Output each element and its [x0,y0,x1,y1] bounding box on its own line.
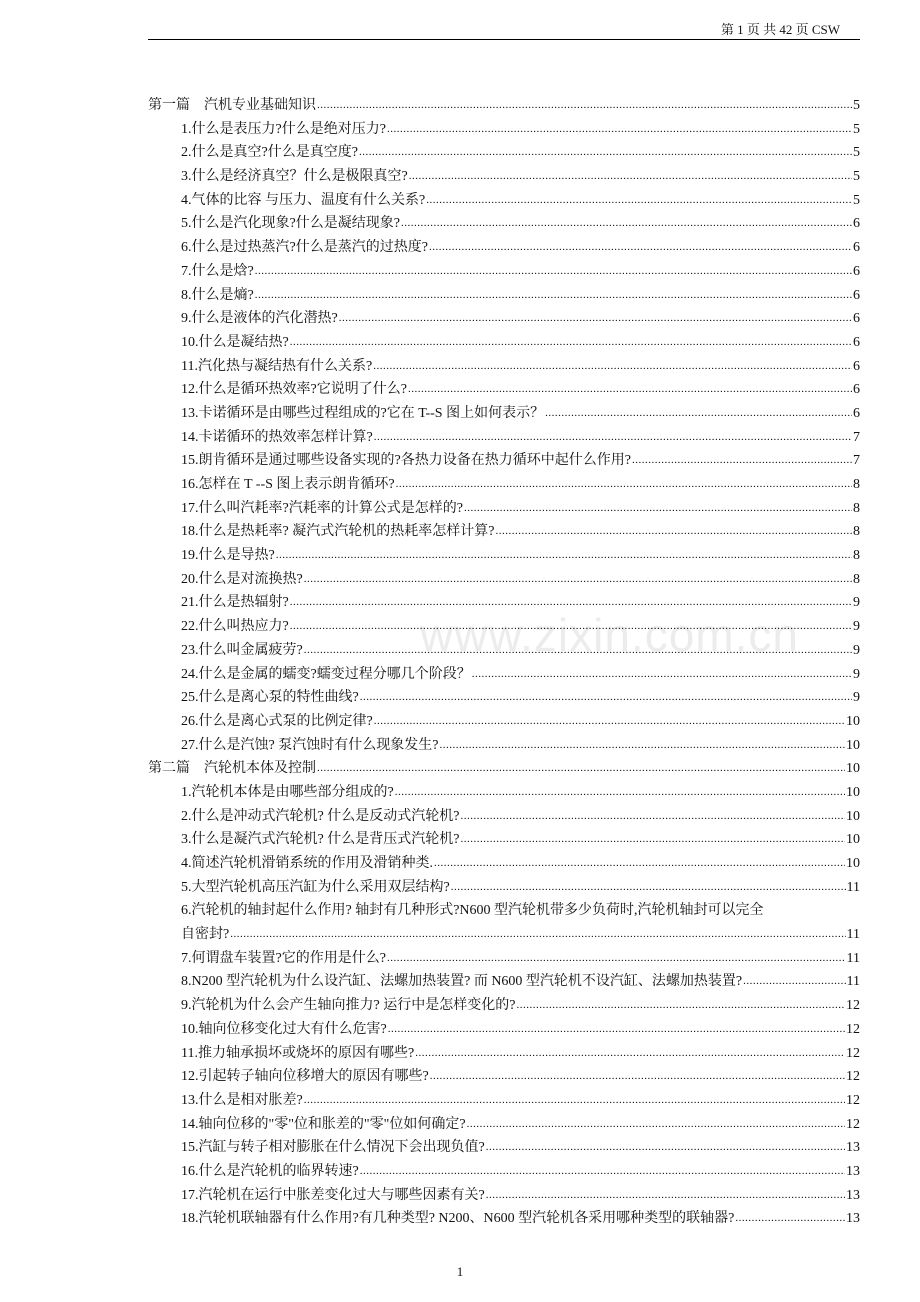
toc-entry-page: 10 [846,808,860,824]
toc-leader-dots [290,330,852,355]
toc-entry[interactable] [148,118,860,142]
toc-entry-page: 6 [853,240,860,256]
toc-leader-dots [495,519,852,544]
toc-entry[interactable] [148,686,860,710]
toc-entry-page: 13 [846,1140,860,1156]
toc-leader-dots [516,993,845,1018]
toc-leader-dots [373,354,852,379]
toc-entry-title: 2.什么是真空?什么是真空度? [181,145,358,161]
toc-entry[interactable] [148,141,860,165]
toc-entry-page: 11 [846,879,860,895]
toc-entry[interactable] [148,923,860,947]
toc-leader-dots [255,283,852,308]
toc-leader-dots [415,1041,845,1066]
toc-entry[interactable] [148,426,860,450]
toc-entry-page: 12 [846,1069,860,1085]
toc-leader-dots [317,756,845,781]
toc-entry[interactable] [148,544,860,568]
toc-entry-title: 17.什么叫汽耗率?汽耗率的计算公式是怎样的? [181,500,463,516]
toc-entry-title: 1.汽轮机本体是由哪些部分组成的? [181,784,394,800]
toc-entry-title: 19.什么是导热? [181,548,275,564]
toc-entry[interactable] [148,1160,860,1184]
toc-entry-page: 5 [853,169,860,185]
toc-entry[interactable] [148,568,860,592]
toc-leader-dots [486,1135,845,1160]
toc-entry[interactable] [148,1136,860,1160]
toc-leader-dots [439,733,845,758]
toc-leader-dots [395,780,845,805]
toc-entry[interactable] [148,212,860,236]
toc-entry-title: 3.什么是凝汽式汽轮机? 什么是背压式汽轮机? [181,832,460,848]
toc-entry-title: 第一篇 汽机专业基础知识 [148,98,316,113]
toc-leader-dots [359,140,852,165]
toc-leader-dots [426,188,852,213]
toc-entry-title: 6.汽轮机的轴封起什么作用? 轴封有几种形式?N600 型汽轮机带多少负荷时,汽轮机轴封可以完全 [181,903,764,919]
toc-entry-page: 10 [846,713,860,729]
toc-entry-page: 9 [853,690,860,706]
toc-entry-page: 9 [853,619,860,635]
toc-leader-dots [735,1206,845,1231]
toc-entry-title: 2.什么是冲动式汽轮机? 什么是反动式汽轮机? [181,808,460,824]
toc-entry-title: 6.什么是过热蒸汽?什么是蒸汽的过热度? [181,240,428,256]
toc-leader-dots [460,827,845,852]
toc-entry-page: 12 [846,1045,860,1061]
toc-entry[interactable] [148,1113,860,1137]
toc-entry-page: 6 [853,334,860,350]
toc-entry[interactable] [148,497,860,521]
toc-entry-page: 5 [853,145,860,161]
toc-entry-title: 16.怎样在 T --S 图上表示朗肯循环? [181,477,395,492]
toc-leader-dots [408,377,852,402]
toc-entry[interactable] [148,378,860,402]
toc-entry-page: 8 [853,571,860,587]
toc-leader-dots [451,875,846,900]
toc-entry-page: 9 [853,595,860,611]
toc-entry-title: 21.什么是热辐射? [181,595,289,611]
toc-entry-title: 13.卡诺循环是由哪些过程组成的?它在 T--S 图上如何表示？ [181,405,545,421]
toc-entry-page: 12 [846,1092,860,1108]
toc-entry-title: 11.推力轴承损坏或烧坏的原因有哪些? [181,1045,415,1061]
toc-entry-title: 10.轴向位移变化过大有什么危害? [181,1021,387,1037]
toc-entry-page: 12 [846,998,860,1014]
toc-leader-dots [486,1183,845,1208]
toc-leader-dots [430,1064,845,1089]
toc-entry-title: 4.简述汽轮机滑销系统的作用及滑销种类. [181,856,433,871]
toc-entry-page: 9 [853,642,860,658]
toc-entry-title: 15.朗肯循环是通过哪些设备实现的?各热力设备在热力循环中起什么作用? [181,453,631,469]
toc-entry[interactable] [148,994,860,1018]
toc-entry[interactable] [148,236,860,260]
toc-leader-dots [396,472,852,497]
toc-entry-title: 20.什么是对流换热? [181,571,303,587]
toc-entry-title: 4.气体的比容 与压力、温度有什么关系? [181,192,426,208]
toc-entry-page: 11 [846,927,860,943]
table-of-contents [148,94,860,1231]
toc-leader-dots [545,401,852,426]
toc-entry[interactable] [148,307,860,331]
toc-entry[interactable] [148,876,860,900]
page-footer [0,1264,920,1280]
toc-entry-page: 10 [846,832,860,848]
toc-leader-dots [460,804,845,829]
toc-entry[interactable] [148,734,860,758]
toc-entry-title: 8.什么是熵? [181,287,254,303]
toc-leader-dots [255,259,852,284]
toc-entry-page: 13 [846,1187,860,1203]
toc-entry[interactable] [148,615,860,639]
toc-leader-dots [632,448,852,473]
toc-entry-page: 10 [846,784,860,800]
toc-entry[interactable] [148,852,860,876]
toc-leader-dots [360,685,852,710]
toc-entry-page: 12 [846,1021,860,1037]
toc-entry-title: 自密封? [181,927,230,943]
toc-entry-page: 12 [846,1116,860,1132]
toc-entry-page: 11 [846,974,860,990]
toc-entry-title: 8.N200 型汽轮机为什么设汽缸、法螺加热装置? 而 N600 型汽轮机不设汽缸、法螺加热装置? [181,974,743,990]
toc-entry-page: 8 [853,524,860,540]
toc-leader-dots [374,425,852,450]
toc-entry[interactable] [148,449,860,473]
toc-entry-page: 7 [853,429,860,445]
toc-entry-page: 5 [853,98,860,113]
toc-entry[interactable] [148,710,860,734]
toc-leader-dots [472,662,852,687]
toc-entry[interactable] [148,663,860,687]
toc-leader-dots [339,306,852,331]
toc-entry-page: 6 [853,382,860,398]
toc-leader-dots [401,211,852,236]
toc-entry-title: 14.卡诺循环的热效率怎样计算? [181,429,373,445]
toc-leader-dots [409,164,852,189]
toc-entry[interactable] [148,828,860,852]
toc-leader-dots [230,922,845,947]
toc-entry[interactable] [148,1018,860,1042]
page-header [148,20,860,40]
toc-entry[interactable] [148,1184,860,1208]
toc-entry-title: 15.汽缸与转子相对膨胀在什么情况下会出现负值? [181,1140,485,1156]
toc-entry-title: 7.何谓盘车装置?它的作用是什么? [181,950,386,966]
toc-entry-page: 8 [853,477,860,492]
toc-entry-title: 11.汽化热与凝结热有什么关系? [181,358,373,374]
toc-entry-title: 7.什么是焓? [181,263,254,279]
toc-leader-dots [388,1017,845,1042]
toc-entry-page: 6 [853,216,860,232]
toc-leader-dots [374,709,845,734]
toc-leader-dots [290,614,852,639]
toc-leader-dots [387,946,846,971]
toc-entry-page: 6 [853,405,860,421]
toc-entry-page: 5 [853,192,860,208]
toc-leader-dots [743,969,845,994]
toc-entry[interactable] [148,355,860,379]
toc-entry-title: 22.什么叫热应力? [181,619,289,635]
toc-entry-page: 13 [846,1163,860,1179]
toc-entry[interactable] [148,331,860,355]
toc-entry-title: 5.什么是汽化现象?什么是凝结现象? [181,216,400,232]
toc-entry-page: 6 [853,358,860,374]
toc-entry[interactable] [148,781,860,805]
toc-entry-title: 1.什么是表压力?什么是绝对压力? [181,121,386,137]
toc-leader-dots [387,117,852,142]
toc-entry-title: 17.汽轮机在运行中胀差变化过大与哪些因素有关? [181,1187,485,1203]
toc-entry-title: 3.什么是经济真空？什么是极限真空? [181,169,408,185]
toc-entry-title: 13.什么是相对胀差? [181,1092,303,1108]
toc-entry-page: 10 [846,737,860,753]
toc-entry[interactable] [148,639,860,663]
toc-entry-page: 10 [846,856,860,871]
toc-entry-page: 5 [853,121,860,137]
toc-section-entry[interactable] [148,94,860,118]
toc-entry[interactable] [148,520,860,544]
toc-leader-dots [317,93,852,118]
toc-entry-page: 7 [853,453,860,469]
toc-leader-dots [429,235,852,260]
toc-entry[interactable] [148,970,860,994]
toc-leader-dots [304,567,852,592]
watermark: www.zixin.com.cn [420,609,799,661]
toc-entry-title: 26.什么是离心式泵的比例定律? [181,713,373,729]
toc-entry[interactable] [148,165,860,189]
footer-page-number: 1 [456,1264,464,1279]
toc-entry[interactable] [148,1065,860,1089]
toc-entry-title: 14.轴向位移的"零"位和胀差的"零"位如何确定? [181,1116,466,1132]
toc-entry-page: 8 [853,548,860,564]
toc-entry-title: 9.什么是液体的汽化潜热? [181,311,338,327]
toc-leader-dots [360,1159,845,1184]
toc-entry-page: 8 [853,500,860,516]
toc-entry[interactable] [148,1089,860,1113]
toc-entry[interactable] [148,899,860,923]
toc-entry-title: 12.引起转子轴向位移增大的原因有哪些? [181,1069,429,1085]
toc-entry-page: 6 [853,263,860,279]
toc-entry[interactable] [148,947,860,971]
toc-entry-page: 6 [853,287,860,303]
toc-entry-title: 24.什么是金属的蠕变?蠕变过程分哪几个阶段？ [181,666,471,682]
toc-entry-title: 12.什么是循环热效率?它说明了什么? [181,382,407,398]
toc-leader-dots [276,543,852,568]
toc-entry-title: 第二篇 汽轮机本体及控制 [148,761,316,777]
toc-leader-dots [467,1112,845,1137]
toc-entry-page: 11 [846,950,860,966]
toc-entry-title: 9.汽轮机为什么会产生轴向推力? 运行中是怎样变化的? [181,998,516,1014]
toc-entry[interactable] [148,189,860,213]
toc-entry-title: 25.什么是离心泵的特性曲线? [181,690,359,706]
toc-entry-page: 13 [846,1211,860,1227]
toc-entry[interactable] [148,805,860,829]
toc-entry-title: 10.什么是凝结热? [181,334,289,350]
toc-entry-page: 10 [846,761,860,777]
toc-entry[interactable] [148,591,860,615]
toc-leader-dots [304,1088,845,1113]
toc-entry[interactable] [148,1207,860,1231]
toc-entry-title: 27.什么是汽蚀? 泵汽蚀时有什么现象发生? [181,737,439,753]
toc-section-entry[interactable] [148,757,860,781]
toc-entry[interactable] [148,1042,860,1066]
toc-leader-dots [464,496,852,521]
toc-entry-title: 16.什么是汽轮机的临界转速? [181,1163,359,1179]
toc-entry[interactable] [148,473,860,497]
toc-entry[interactable] [148,402,860,426]
toc-entry[interactable] [148,284,860,308]
toc-entry-title: 18.什么是热耗率? 凝汽式汽轮机的热耗率怎样计算? [181,524,495,540]
toc-entry-title: 18.汽轮机联轴器有什么作用?有几种类型? N200、N600 型汽轮机各采用哪种类型的联轴器? [181,1211,735,1227]
toc-leader-dots [434,851,845,876]
toc-entry-title: 23.什么叫金属疲劳? [181,642,303,658]
toc-leader-dots [290,590,852,615]
toc-entry-page: 9 [853,666,860,682]
toc-entry-page: 6 [853,311,860,327]
toc-entry-title: 5.大型汽轮机高压汽缸为什么采用双层结构? [181,879,450,895]
toc-entry[interactable] [148,260,860,284]
header-text: 第 1 页 共 42 页 CSW [720,22,840,37]
toc-leader-dots [304,638,852,663]
